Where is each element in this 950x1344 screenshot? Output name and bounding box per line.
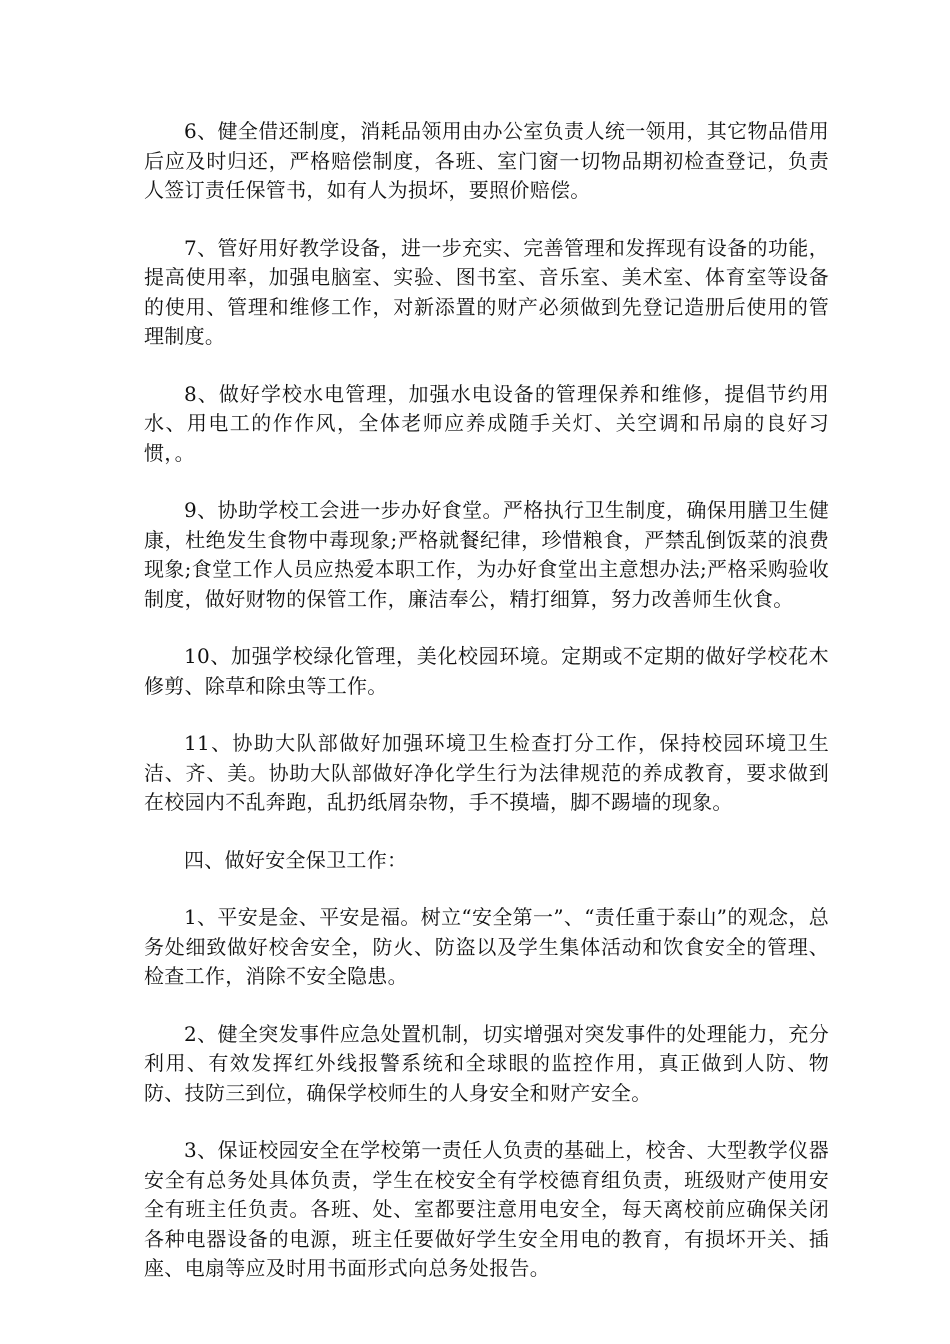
paragraph-item-11: 11、协助大队部做好加强环境卫生检查打分工作，保持校园环境卫生洁、齐、美。协助大队部做好净化学生行为法律规范的养成教育，要求做到在校园内不乱奔跑，乱扔纸屑杂物，手不摸墙，脚不踢墙的现象。 — [144, 731, 829, 814]
paragraph-security-3: 3、保证校园安全在学校第一责任人负责的基础上，校舍、大型教学仪器安全有总务处具体负责，学生在校安全有学校德育组负责，班级财产使用安全有班主任负责。各班、处、室都要注意用电安全，每天离校前应确保关闭各种电器设备的电源，班主任要做好学生安全用电的教育，有损坏开关、插座、电扇等应及时用书面形式向总务处报告。 — [144, 1138, 829, 1280]
paragraph-item-7: 7、管好用好教学设备，进一步充实、完善管理和发挥现有设备的功能，提高使用率，加强电脑室、实验、图书室、音乐室、美术室、体育室等设备的使用、管理和维修工作，对新添置的财产必须做到先登记造册后使用的管理制度。 — [144, 235, 829, 348]
paragraph-security-1: 1、平安是金、平安是福。树立“安全第一”、“责任重于泰山”的观念，总务处细致做好校舍安全，防火、防盗以及学生集体活动和饮食安全的管理、检查工作，消除不安全隐患。 — [144, 905, 829, 988]
section-heading-security: 四、做好安全保卫工作： — [184, 847, 408, 872]
paragraph-item-10: 10、加强学校绿化管理，美化校园环境。定期或不定期的做好学校花木修剪、除草和除虫等工作。 — [144, 644, 829, 698]
paragraph-security-2: 2、健全突发事件应急处置机制，切实增强对突发事件的处理能力，充分利用、有效发挥红外线报警系统和全球眼的监控作用，真正做到人防、物防、技防三到位，确保学校师生的人身安全和财产安全。 — [144, 1021, 829, 1105]
paragraph-item-9: 9、协助学校工会进一步办好食堂。严格执行卫生制度，确保用膳卫生健康，杜绝发生食物中毒现象;严格就餐纪律，珍惜粮食，严禁乱倒饭菜的浪费现象;食堂工作人员应热爱本职工作，为办好食堂出主意想办法;严格采购验收制度，做好财物的保管工作，廉洁奉公，精打细算，努力改善师生伙食。 — [144, 498, 829, 611]
document-page — [144, 117, 829, 1312]
paragraph-item-8: 8、做好学校水电管理，加强水电设备的管理保养和维修，提倡节约用水、用电工的作作风，全体老师应养成随手关灯、关空调和吊扇的良好习惯，。 — [144, 381, 829, 465]
paragraph-item-6: 6、健全借还制度，消耗品领用由办公室负责人统一领用，其它物品借用后应及时归还，严格赔偿制度，各班、室门窗一切物品期初检查登记，负责人签订责任保管书，如有人为损坏，要照价赔偿。 — [144, 119, 829, 202]
